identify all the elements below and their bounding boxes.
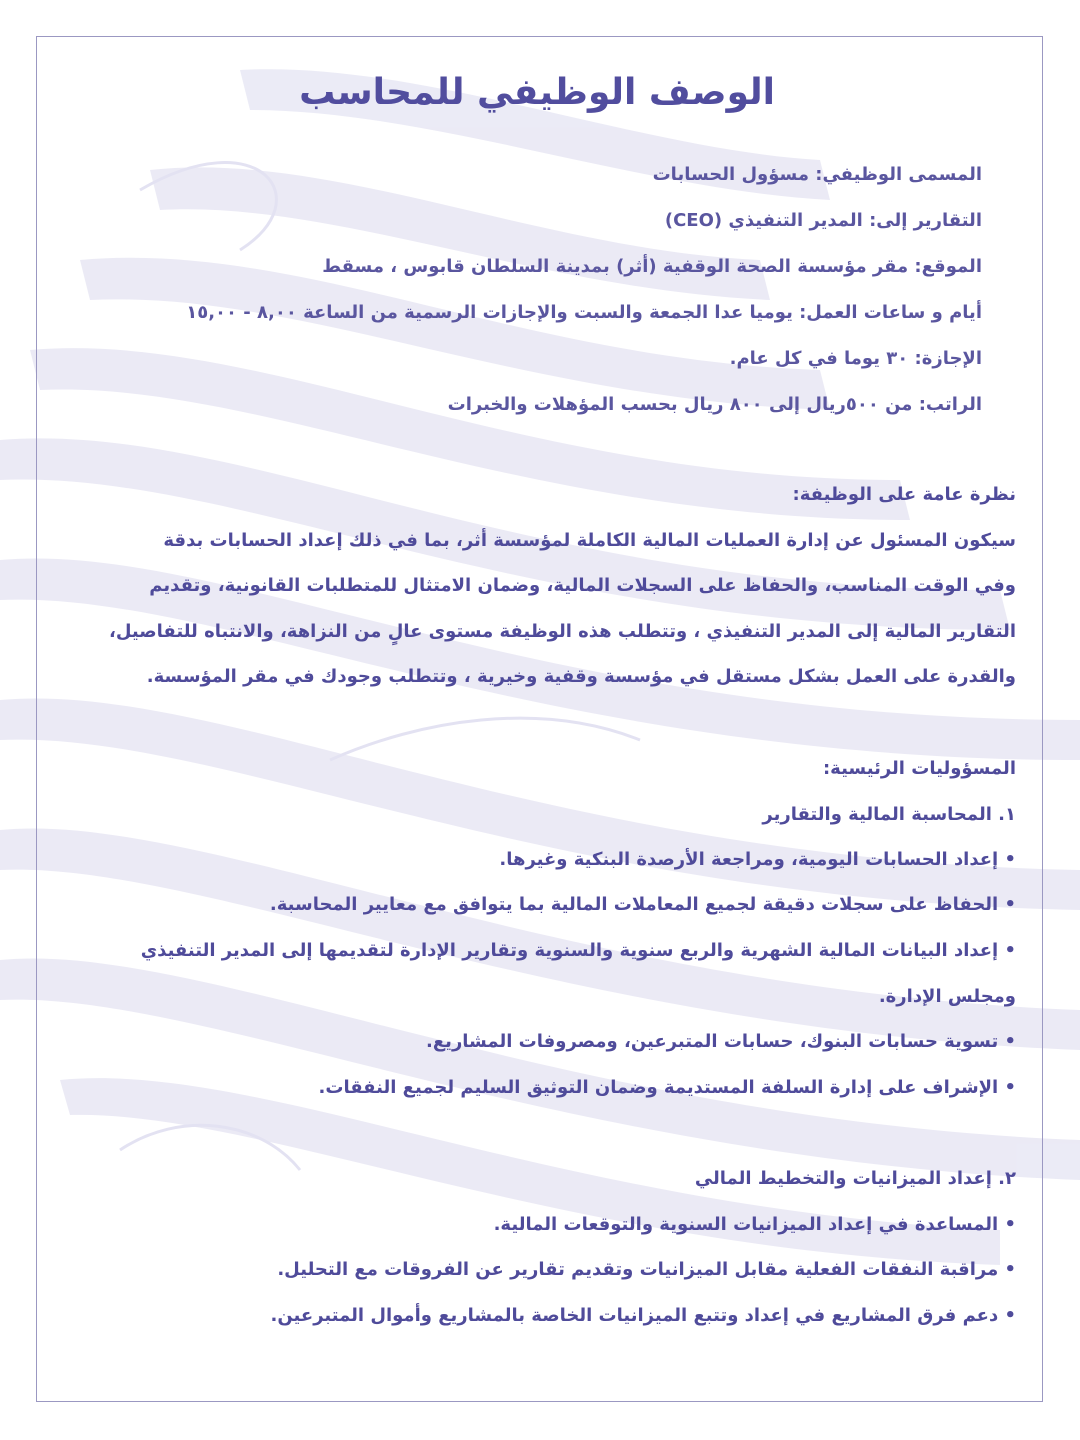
page-title: الوصف الوظيفي للمحاسب bbox=[299, 72, 775, 113]
overview-line: والقدرة على العمل بشكل مستقل في مؤسسة وقفية وخيرية ، وتتطلب وجودك في مقر المؤسسة. bbox=[146, 666, 1016, 687]
responsibilities-heading: المسؤوليات الرئيسية: bbox=[822, 758, 1016, 779]
overview-line: التقارير المالية إلى المدير التنفيذي ، وتتطلب هذه الوظيفة مستوى عالٍ من النزاهة، والانتباه للتفاصيل، bbox=[109, 621, 1016, 642]
info-salary: الراتب: من ٥٠٠ريال إلى ٨٠٠ ريال بحسب المؤهلات والخبرات bbox=[447, 394, 982, 415]
overview-line: وفي الوقت المناسب، والحفاظ على السجلات المالية، وضمان الامتثال للمتطلبات القانونية، وتقديم bbox=[149, 575, 1016, 596]
section-1-bullet: • الإشراف على إدارة السلفة المستديمة وضمان التوثيق السليم لجميع النفقات. bbox=[318, 1077, 1016, 1098]
section-1-bullet: • الحفاظ على سجلات دقيقة لجميع المعاملات المالية بما يتوافق مع معايير المحاسبة. bbox=[269, 894, 1016, 915]
section-2-title: ٢. إعداد الميزانيات والتخطيط المالي bbox=[694, 1168, 1016, 1189]
section-2-bullet: • مراقبة النفقات الفعلية مقابل الميزانيات وتقديم تقارير عن الفروقات مع التحليل. bbox=[277, 1259, 1016, 1280]
info-work-hours: أيام و ساعات العمل: يوميا عدا الجمعة والسبت والإجازات الرسمية من الساعة ٨,٠٠ - ١٥,٠٠ bbox=[186, 302, 982, 323]
section-1-title: ١. المحاسبة المالية والتقارير bbox=[762, 804, 1016, 825]
info-job-title: المسمى الوظيفي: مسؤول الحسابات bbox=[652, 164, 982, 185]
section-1-bullet: • تسوية حسابات البنوك، حسابات المتبرعين، ومصروفات المشاريع. bbox=[426, 1031, 1016, 1052]
section-1-bullet: • إعداد البيانات المالية الشهرية والربع سنوية والسنوية وتقارير الإدارة لتقديمها إلى المدير التنفيذي bbox=[140, 940, 1016, 961]
section-2-bullet: • المساعدة في إعداد الميزانيات السنوية والتوقعات المالية. bbox=[493, 1214, 1016, 1235]
overview-heading: نظرة عامة على الوظيفة: bbox=[792, 484, 1016, 505]
section-1-bullet: • إعداد الحسابات اليومية، ومراجعة الأرصدة البنكية وغيرها. bbox=[499, 849, 1016, 870]
overview-line: سيكون المسئول عن إدارة العمليات المالية الكاملة لمؤسسة أثر، بما في ذلك إعداد الحسابات بدقة bbox=[163, 530, 1016, 551]
info-location: الموقع: مقر مؤسسة الصحة الوقفية (أثر) بمدينة السلطان قابوس ، مسقط bbox=[322, 256, 982, 277]
section-2-bullet: • دعم فرق المشاريع في إعداد وتتبع الميزانيات الخاصة بالمشاريع وأموال المتبرعين. bbox=[270, 1305, 1016, 1326]
info-reports-to: التقارير إلى: المدير التنفيذي (CEO) bbox=[664, 210, 982, 231]
info-leave: الإجازة: ٣٠ يوما في كل عام. bbox=[729, 348, 982, 369]
section-1-bullet-continuation: ومجلس الإدارة. bbox=[878, 986, 1016, 1007]
